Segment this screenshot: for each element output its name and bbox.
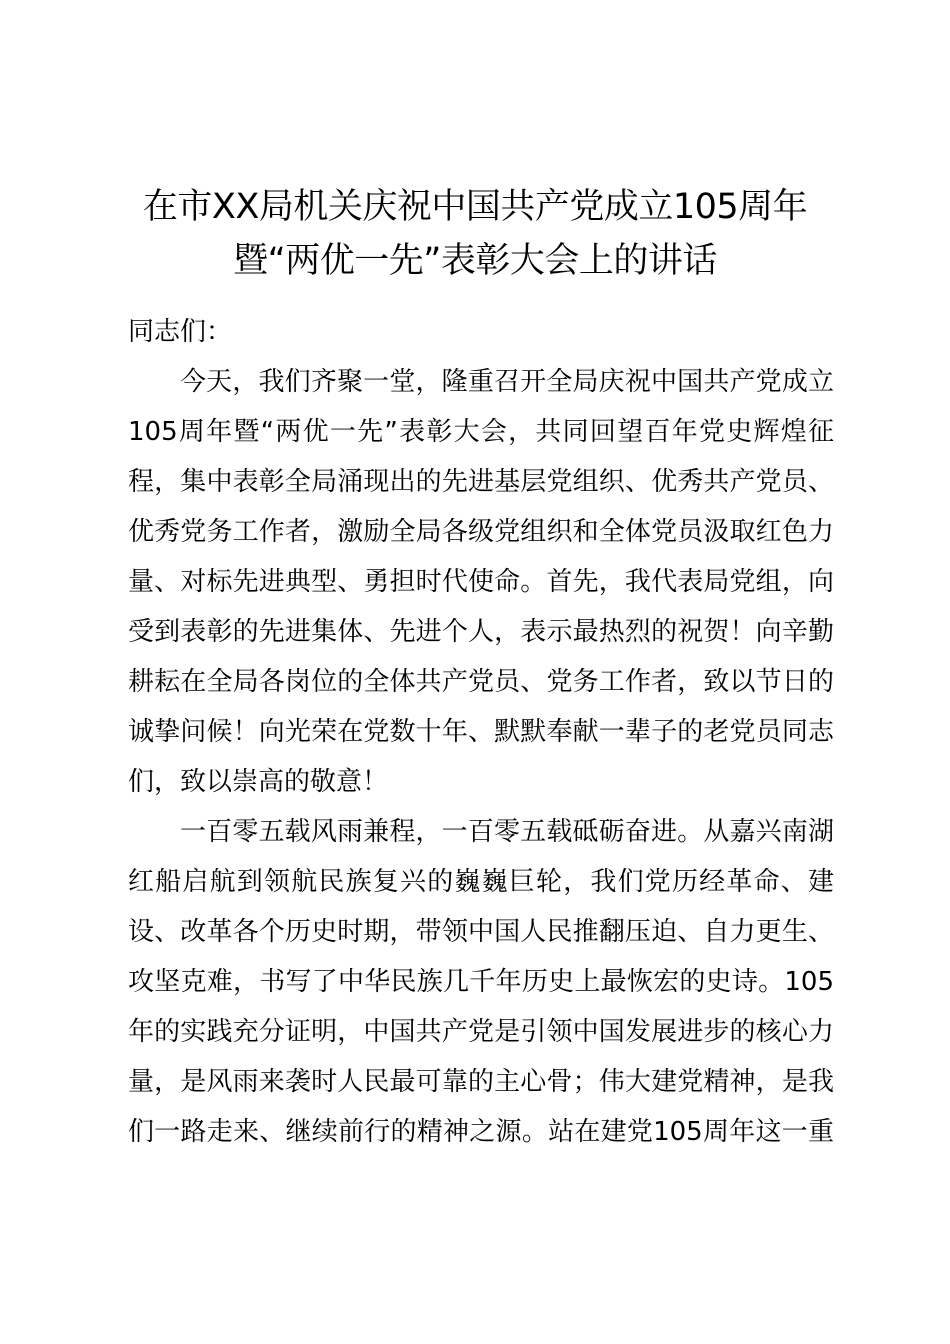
text-line: 们，致以崇高的敬意！	[128, 767, 389, 797]
text-line: 今天，我们齐聚一堂，隆重召开全局庆祝中国共产党成立	[180, 367, 834, 397]
text-line: 优秀党务工作者，激励全局各级党组织和全体党员汲取红色力	[128, 517, 834, 547]
text-line: 受到表彰的先进集体、先进个人，表示最热烈的祝贺！向辛勤	[128, 617, 834, 647]
text-line: 年的实践充分证明，中国共产党是引领中国发展进步的核心力	[128, 1017, 834, 1047]
text-line: 诚挚问候！向光荣在党数十年、默默奉献一辈子的老党员同志	[128, 717, 834, 747]
text-line: 量，是风雨来袭时人民最可靠的主心骨；伟大建党精神，是我	[128, 1067, 834, 1097]
text-line: 们一路走来、继续前行的精神之源。站在建党105周年这一重	[128, 1117, 834, 1147]
document-body	[128, 307, 834, 1157]
text-line: 一百零五载风雨兼程，一百零五载砥砺奋进。从嘉兴南湖	[180, 817, 834, 847]
text-line: 耕耘在全局各岗位的全体共产党员、党务工作者，致以节日的	[128, 667, 834, 697]
salutation: 同志们：	[128, 317, 233, 347]
text-line: 程，集中表彰全局涌现出的先进基层党组织、优秀共产党员、	[128, 467, 834, 497]
text-line: 105周年暨“两优一先”表彰大会，共同回望百年党史辉煌征	[128, 417, 834, 447]
paragraph-2	[128, 807, 834, 1157]
paragraph-1	[128, 357, 834, 807]
text-line: 量、对标先进典型、勇担时代使命。首先，我代表局党组，向	[128, 567, 834, 597]
title-line-1: 在市XX局机关庆祝中国共产党成立105周年	[142, 187, 808, 227]
text-line: 红船启航到领航民族复兴的巍巍巨轮，我们党历经革命、建	[128, 867, 834, 897]
text-line: 设、改革各个历史时期，带领中国人民推翻压迫、自力更生、	[128, 917, 834, 947]
text-line: 攻坚克难，书写了中华民族几千年历史上最恢宏的史诗。105	[128, 967, 834, 997]
document-title	[0, 180, 950, 288]
title-line-2: 暨“两优一先”表彰大会上的讲话	[233, 241, 717, 281]
